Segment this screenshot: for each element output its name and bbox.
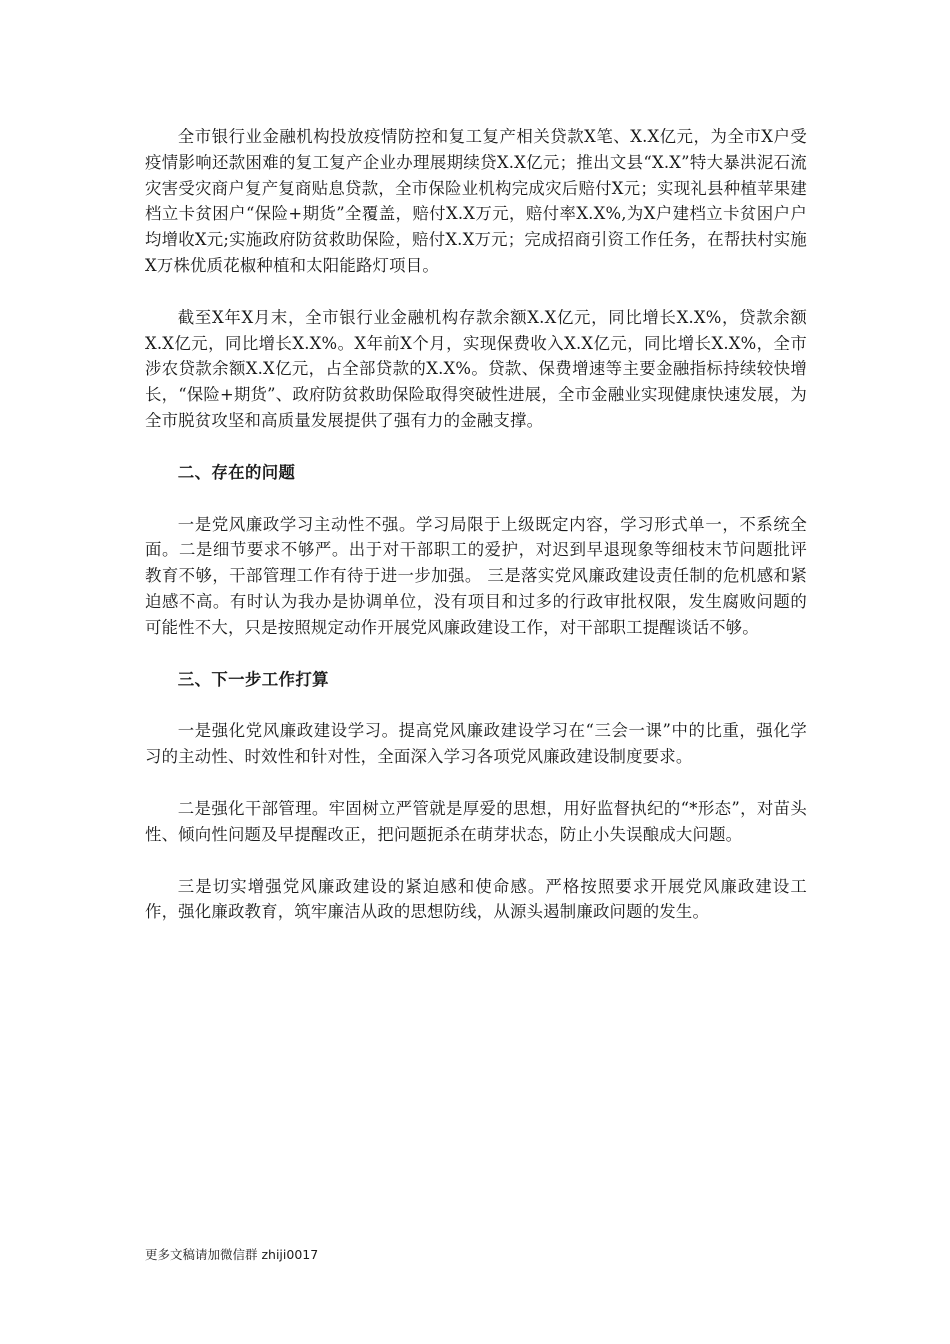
paragraph-next-step-study: 一是强化党风廉政建设学习。提高党风廉政建设学习在“三会一课”中的比重，强化学习的主动性、时效性和针对性，全面深入学习各项党风廉政建设制度要求。 bbox=[145, 721, 807, 767]
footer-note: 更多文稿请加微信群 zhiji0017 bbox=[145, 1247, 319, 1262]
paragraph-next-step-management: 二是强化干部管理。牢固树立严管就是厚爱的思想，用好监督执纪的“*形态”，对苗头性、倾向性问题及早提醒改正，把问题扼杀在萌芽状态，防止小失误酿成大问题。 bbox=[145, 798, 807, 844]
paragraph-loans-summary: 全市银行业金融机构投放疫情防控和复工复产相关贷款X笔、X.X亿元，为全市X户受疫情影响还款困难的复工复产企业办理展期续贷X.X亿元；推出文县“X.X”特大暴洪泥石流灾害受灾商户复产复商贴息贷款，全市保险业机构完成灾后赔付X元；实现礼县种植苹果建档立卡贫困户“保险+期货”全覆盖，赔付X.X万元，赔付率X.X%,为X户建档立卡贫困户户均增收X元;实施政府防贫救助保险，赔付X.X万元；完成招商引资工作任务，在帮扶村实施X万株优质花椒种植和太阳能路灯项目。 bbox=[145, 127, 807, 275]
paragraph-next-step-urgency: 三是切实增强党风廉政建设的紧迫感和使命感。严格按照要求开展党风廉政建设工作，强化廉政教育，筑牢廉洁从政的思想防线，从源头遏制廉政问题的发生。 bbox=[145, 876, 807, 922]
paragraph-gap bbox=[145, 692, 807, 718]
section-heading-problems: 二、存在的问题 bbox=[177, 462, 296, 482]
section-heading-next-steps: 三、下一步工作打算 bbox=[177, 669, 329, 689]
paragraph-problems: 一是党风廉政学习主动性不强。学习局限于上级既定内容，学习形式单一，不系统全面。二是细节要求不够严。出于对干部职工的爱护，对迟到早退现象等细枝末节问题批评教育不够，干部管理工作有待于进一步加强。 三是落实党风廉政建设责任制的危机感和紧迫感不高。有时认为我办是协调单位，没有项目和过多的行政审批权限，发生腐败问题的可能性不大，只是按照规定动作开展党风廉政建设工作，对干部职工提醒谈话不够。 bbox=[145, 514, 807, 637]
paragraph-gap bbox=[145, 486, 807, 512]
paragraph-gap bbox=[145, 770, 807, 796]
paragraph-financial-indicators: 截至X年X月末，全市银行业金融机构存款余额X.X亿元，同比增长X.X%，贷款余额X.X亿元，同比增长X.X%。X年前X个月，实现保费收入X.X亿元，同比增长X.X%，全市涉农贷款余额X.X亿元，占全部贷款的X.X%。贷款、保费增速等主要金融指标持续较快增长，“保险+期货”、政府防贫救助保险取得突破性进展，全市金融业实现健康快速发展，为全市脱贫攻坚和高质量发展提供了强有力的金融支撑。 bbox=[145, 307, 807, 430]
paragraph-gap bbox=[145, 434, 807, 460]
document-body bbox=[145, 124, 807, 925]
paragraph-gap bbox=[145, 279, 807, 305]
paragraph-gap bbox=[145, 641, 807, 667]
paragraph-gap bbox=[145, 848, 807, 874]
